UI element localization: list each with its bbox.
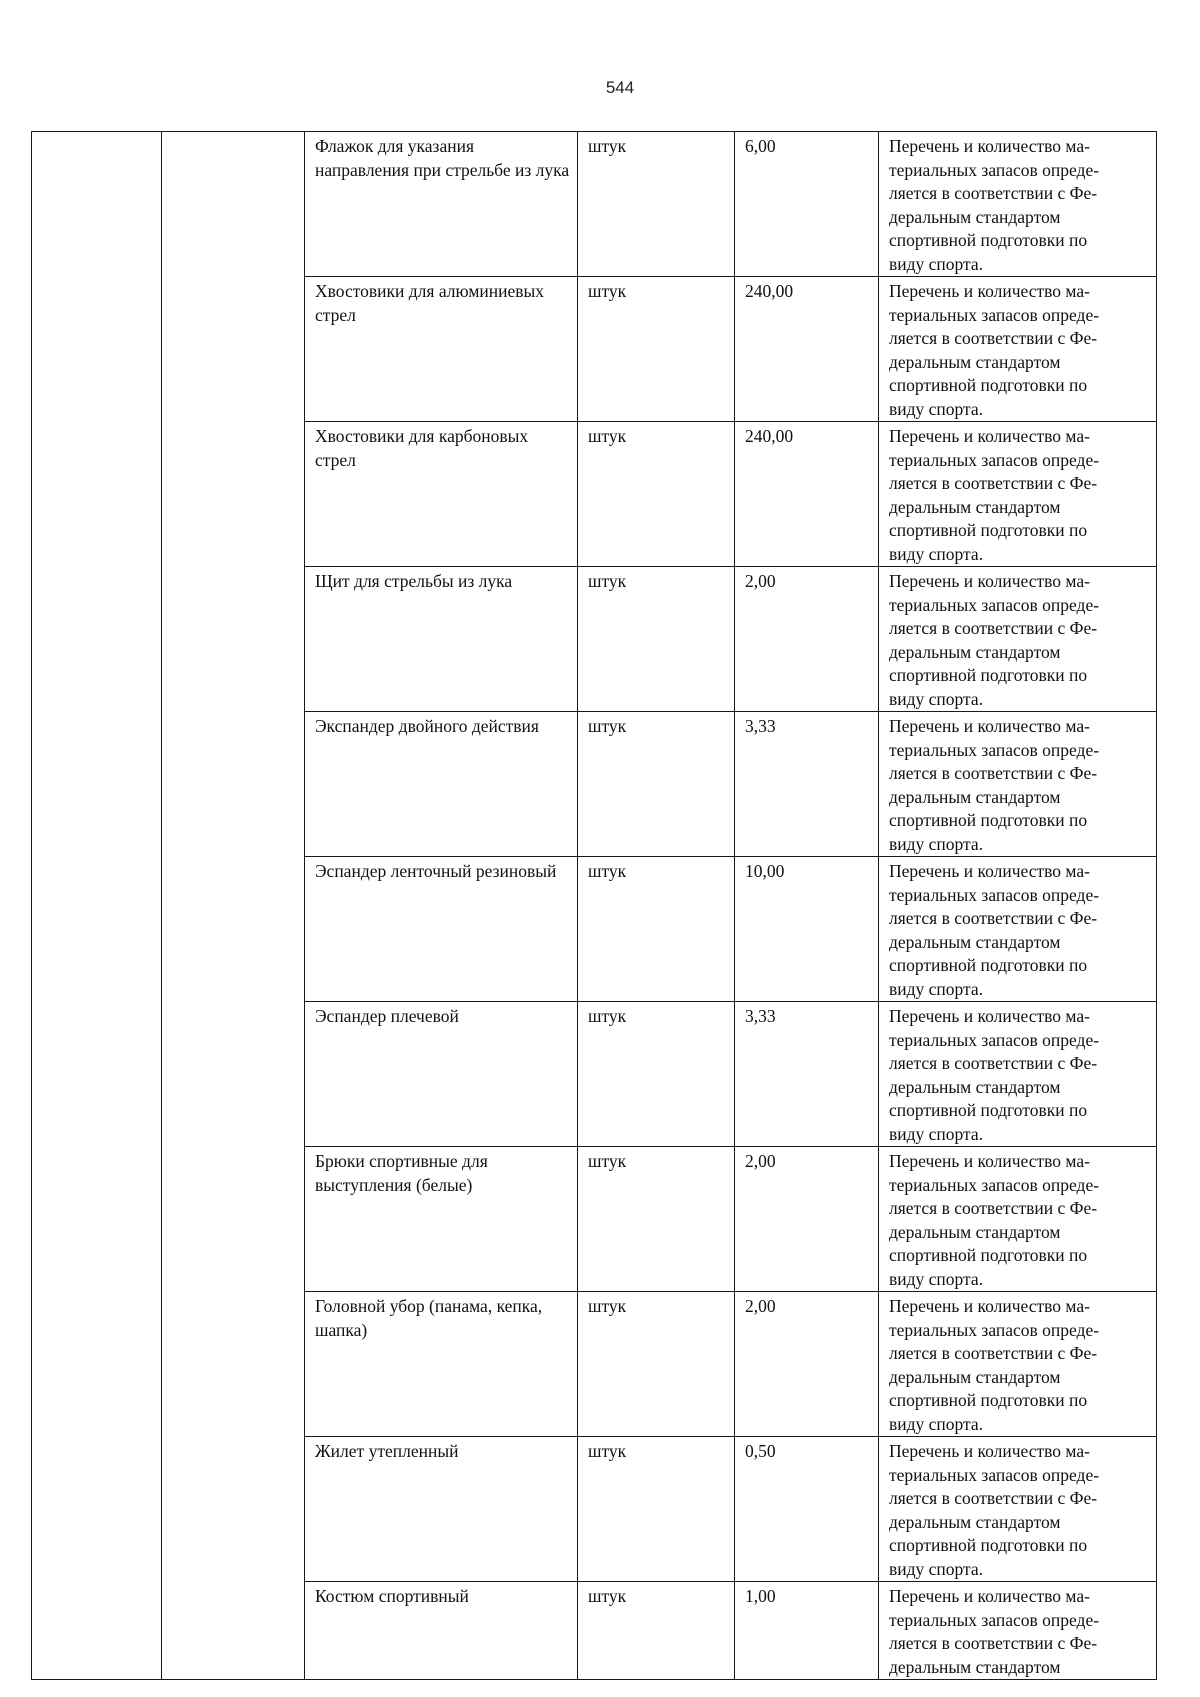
item-note: Перечень и количество ма- териальных запасов опреде- ляется в соответствии с Фе- деральным стандартом спортивной подготовки по виду спорта. [879,567,1157,712]
item-quantity: 3,33 [735,712,879,857]
item-unit: штук [578,712,735,857]
item-quantity: 240,00 [735,277,879,422]
merged-cell-category [162,132,305,1680]
item-name: Хвостовики для алюминиевых стрел [305,277,578,422]
item-unit: штук [578,1147,735,1292]
item-quantity: 2,00 [735,567,879,712]
item-note: Перечень и количество ма- териальных запасов опреде- ляется в соответствии с Фе- деральным стандартом спортивной подготовки по виду спорта. [879,712,1157,857]
table-row [32,132,1157,277]
item-unit: штук [578,277,735,422]
item-quantity: 6,00 [735,132,879,277]
item-unit: штук [578,857,735,1002]
page-number: 544 [605,78,635,97]
item-unit: штук [578,1292,735,1437]
item-quantity: 10,00 [735,857,879,1002]
item-note: Перечень и количество ма- териальных запасов опреде- ляется в соответствии с Фе- деральным стандартом спортивной подготовки по виду спорта. [879,1002,1157,1147]
item-name: Головной убор (панама, кепка, шапка) [305,1292,578,1437]
item-quantity: 1,00 [735,1582,879,1680]
item-name: Эспандер ленточный резиновый [305,857,578,1002]
item-quantity: 0,50 [735,1437,879,1582]
item-name: Экспандер двойного действия [305,712,578,857]
item-name: Брюки спортивные для выступления (белые) [305,1147,578,1292]
item-note: Перечень и количество ма- териальных запасов опреде- ляется в соответствии с Фе- деральным стандартом [879,1582,1157,1680]
item-unit: штук [578,422,735,567]
item-name: Жилет утепленный [305,1437,578,1582]
item-name: Щит для стрельбы из лука [305,567,578,712]
item-unit: штук [578,1582,735,1680]
item-note: Перечень и количество ма- териальных запасов опреде- ляется в соответствии с Фе- деральным стандартом спортивной подготовки по виду спорта. [879,857,1157,1002]
item-note: Перечень и количество ма- териальных запасов опреде- ляется в соответствии с Фе- деральным стандартом спортивной подготовки по виду спорта. [879,422,1157,567]
item-note: Перечень и количество ма- териальных запасов опреде- ляется в соответствии с Фе- деральным стандартом спортивной подготовки по виду спорта. [879,1292,1157,1437]
item-unit: штук [578,1002,735,1147]
item-unit: штук [578,132,735,277]
item-unit: штук [578,567,735,712]
item-name: Эспандер плечевой [305,1002,578,1147]
item-quantity: 2,00 [735,1147,879,1292]
item-unit: штук [578,1437,735,1582]
item-quantity: 240,00 [735,422,879,567]
item-name: Костюм спортивный [305,1582,578,1680]
item-name: Хвостовики для карбоновых стрел [305,422,578,567]
materials-table [31,131,1157,1680]
merged-cell-number [32,132,162,1680]
item-note: Перечень и количество ма- териальных запасов опреде- ляется в соответствии с Фе- деральным стандартом спортивной подготовки по виду спорта. [879,132,1157,277]
item-note: Перечень и количество ма- териальных запасов опреде- ляется в соответствии с Фе- деральным стандартом спортивной подготовки по виду спорта. [879,277,1157,422]
item-note: Перечень и количество ма- териальных запасов опреде- ляется в соответствии с Фе- деральным стандартом спортивной подготовки по виду спорта. [879,1147,1157,1292]
item-quantity: 2,00 [735,1292,879,1437]
item-note: Перечень и количество ма- териальных запасов опреде- ляется в соответствии с Фе- деральным стандартом спортивной подготовки по виду спорта. [879,1437,1157,1582]
item-quantity: 3,33 [735,1002,879,1147]
item-name: Флажок для указания направления при стрельбе из лука [305,132,578,277]
